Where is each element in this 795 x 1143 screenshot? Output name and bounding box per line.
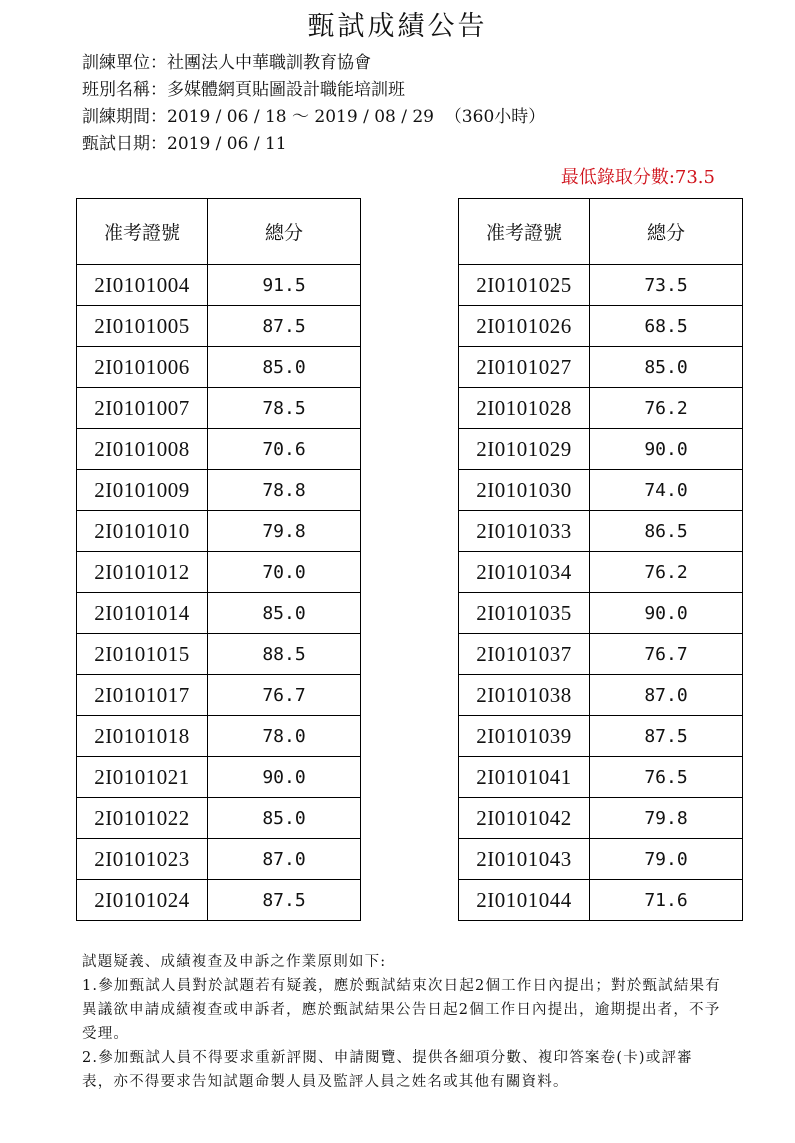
total-score-cell: 87.5 (590, 716, 743, 757)
total-score-cell: 87.0 (208, 839, 361, 880)
total-score-cell: 79.8 (208, 511, 361, 552)
total-score-cell: 87.5 (208, 880, 361, 921)
exam-id-cell: 2I0101029 (459, 429, 590, 470)
exam-id-cell: 2I0101023 (77, 839, 208, 880)
total-score-cell: 74.0 (590, 470, 743, 511)
table-row (459, 798, 743, 839)
total-score-cell: 76.5 (590, 757, 743, 798)
total-score-cell: 85.0 (208, 593, 361, 634)
notes-item-2: 2.參加甄試人員不得要求重新評閱、申請閱覽、提供各細項分數、複印答案卷(卡)或評審表，亦不得要求告知試題命製人員及監評人員之姓名或其他有關資料。 (82, 1050, 693, 1090)
table-row (459, 429, 743, 470)
total-score-cell: 70.0 (208, 552, 361, 593)
table-row (77, 470, 361, 511)
total-score-cell: 85.0 (208, 798, 361, 839)
total-score-cell: 87.5 (208, 306, 361, 347)
page-title: 甄試成績公告 (307, 11, 488, 42)
exam-id-cell: 2I0101038 (459, 675, 590, 716)
table-row (77, 675, 361, 716)
course-info (82, 50, 545, 158)
total-score-cell: 68.5 (590, 306, 743, 347)
exam-id-cell: 2I0101012 (77, 552, 208, 593)
total-score-cell: 79.8 (590, 798, 743, 839)
exam-id-cell: 2I0101043 (459, 839, 590, 880)
table-row (77, 716, 361, 757)
exam-id-cell: 2I0101004 (77, 265, 208, 306)
exam-id-cell: 2I0101007 (77, 388, 208, 429)
table-row (459, 757, 743, 798)
training-unit: 訓練單位：社團法人中華職訓教育協會 (82, 53, 371, 73)
total-score-cell: 87.0 (590, 675, 743, 716)
score-table-body (459, 265, 743, 921)
table-header-row (459, 199, 743, 265)
exam-id-cell: 2I0101039 (459, 716, 590, 757)
table-row (77, 634, 361, 675)
notes-section (82, 950, 722, 1094)
table-row (77, 388, 361, 429)
total-score-cell: 90.0 (590, 429, 743, 470)
exam-id-cell: 2I0101005 (77, 306, 208, 347)
exam-id-cell: 2I0101022 (77, 798, 208, 839)
exam-id-cell: 2I0101025 (459, 265, 590, 306)
table-header-row (77, 199, 361, 265)
exam-id-cell: 2I0101027 (459, 347, 590, 388)
exam-id-cell: 2I0101026 (459, 306, 590, 347)
table-row (459, 839, 743, 880)
total-score-cell: 76.7 (208, 675, 361, 716)
exam-id-cell: 2I0101017 (77, 675, 208, 716)
exam-date: 甄試日期：2019 / 06 / 11 (82, 134, 287, 154)
total-score-cell: 73.5 (590, 265, 743, 306)
table-row (459, 880, 743, 921)
table-row (77, 798, 361, 839)
total-score-cell: 70.6 (208, 429, 361, 470)
total-score-cell: 76.7 (590, 634, 743, 675)
total-score-cell: 71.6 (590, 880, 743, 921)
total-score-cell: 78.8 (208, 470, 361, 511)
exam-id-cell: 2I0101006 (77, 347, 208, 388)
exam-id-cell: 2I0101024 (77, 880, 208, 921)
score-table-right (458, 198, 743, 921)
exam-id-cell: 2I0101015 (77, 634, 208, 675)
exam-id-cell: 2I0101010 (77, 511, 208, 552)
exam-id-cell: 2I0101030 (459, 470, 590, 511)
exam-id-cell: 2I0101041 (459, 757, 590, 798)
header-exam-id: 准考證號 (459, 199, 590, 265)
table-row (77, 429, 361, 470)
table-row (77, 347, 361, 388)
exam-id-cell: 2I0101018 (77, 716, 208, 757)
notes-item-1: 1.參加甄試人員對於試題若有疑義，應於甄試結束次日起2個工作日內提出；對於甄試結果有異議欲申請成績複查或申訴者，應於甄試結果公告日起2個工作日內提出，逾期提出者，不予受理。 (82, 978, 721, 1042)
exam-id-cell: 2I0101034 (459, 552, 590, 593)
table-row (459, 388, 743, 429)
exam-id-cell: 2I0101044 (459, 880, 590, 921)
total-score-cell: 90.0 (590, 593, 743, 634)
total-score-cell: 85.0 (208, 347, 361, 388)
exam-id-cell: 2I0101028 (459, 388, 590, 429)
exam-id-cell: 2I0101035 (459, 593, 590, 634)
notes-heading: 試題疑義、成績複查及申訴之作業原則如下: (82, 954, 387, 970)
exam-id-cell: 2I0101042 (459, 798, 590, 839)
total-score-cell: 78.5 (208, 388, 361, 429)
table-row (459, 470, 743, 511)
score-table-body (77, 265, 361, 921)
table-row (77, 552, 361, 593)
training-period: 訓練期間：2019 / 06 / 18 ～ 2019 / 08 / 29 （360小時） (82, 107, 546, 127)
total-score-cell: 79.0 (590, 839, 743, 880)
total-score-cell: 88.5 (208, 634, 361, 675)
total-score-cell: 76.2 (590, 552, 743, 593)
header-total-score: 總分 (590, 199, 743, 265)
exam-id-cell: 2I0101009 (77, 470, 208, 511)
table-row (459, 511, 743, 552)
score-table-left (76, 198, 361, 921)
exam-id-cell: 2I0101008 (77, 429, 208, 470)
minimum-admission-score: 最低錄取分數:73.5 (560, 167, 715, 188)
table-row (77, 265, 361, 306)
table-row (77, 511, 361, 552)
exam-id-cell: 2I0101021 (77, 757, 208, 798)
table-row (459, 347, 743, 388)
table-row (77, 839, 361, 880)
class-name: 班別名稱：多媒體網頁貼圖設計職能培訓班 (82, 80, 405, 100)
total-score-cell: 91.5 (208, 265, 361, 306)
table-row (77, 880, 361, 921)
table-row (77, 757, 361, 798)
table-row (77, 306, 361, 347)
table-row (459, 634, 743, 675)
table-row (459, 593, 743, 634)
total-score-cell: 90.0 (208, 757, 361, 798)
total-score-cell: 76.2 (590, 388, 743, 429)
total-score-cell: 86.5 (590, 511, 743, 552)
table-row (459, 265, 743, 306)
table-row (459, 552, 743, 593)
total-score-cell: 85.0 (590, 347, 743, 388)
exam-id-cell: 2I0101033 (459, 511, 590, 552)
exam-id-cell: 2I0101014 (77, 593, 208, 634)
table-row (459, 675, 743, 716)
table-row (77, 593, 361, 634)
exam-id-cell: 2I0101037 (459, 634, 590, 675)
total-score-cell: 78.0 (208, 716, 361, 757)
table-row (459, 716, 743, 757)
header-total-score: 總分 (208, 199, 361, 265)
table-row (459, 306, 743, 347)
header-exam-id: 准考證號 (77, 199, 208, 265)
